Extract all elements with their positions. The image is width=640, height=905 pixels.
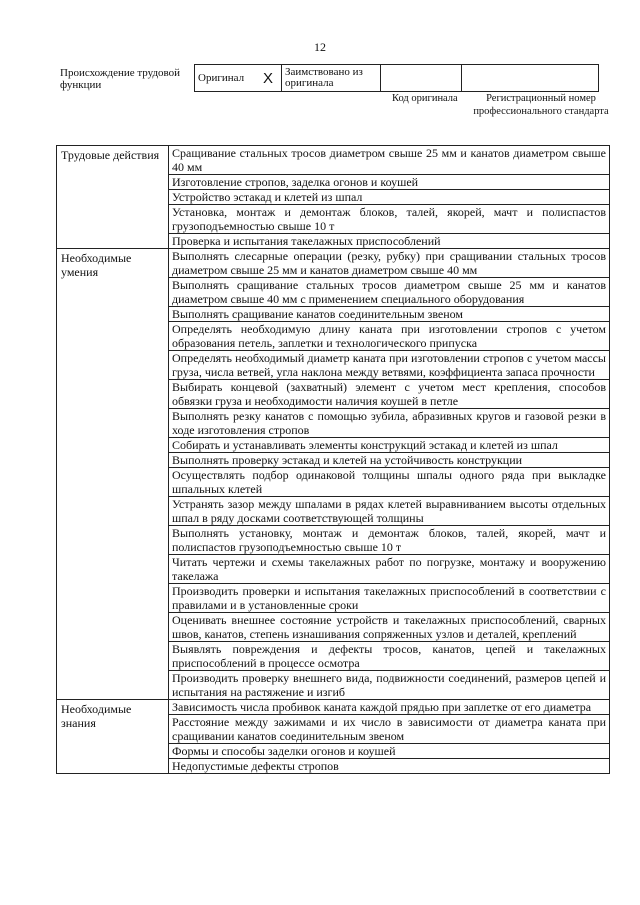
list-item: Недопустимые дефекты стропов: [169, 759, 610, 774]
list-item: Выполнять сращивание стальных тросов диаметром свыше 25 мм и канатов диаметром свыше 40 мм с применением специального оборудования: [169, 278, 610, 307]
section-title: Трудовые действия: [57, 146, 169, 249]
list-item: Выявлять повреждения и дефекты тросов, канатов, цепей и такелажных приспособлений в процессе осмотра: [169, 642, 610, 671]
origin-label: Происхождение трудовой функции: [60, 67, 181, 91]
list-item: Устройство эстакад и клетей из шпал: [169, 190, 610, 205]
list-item: Производить проверку внешнего вида, подвижности соединений, размеров цепей и испытания на растяжение и изгиб: [169, 671, 610, 700]
original-code-caption: Код оригинала: [392, 93, 458, 104]
list-item: Выполнять слесарные операции (резку, рубку) при сращивании стальных тросов диаметром свыше 25 мм и канатов диаметром свыше 40 мм: [169, 249, 610, 278]
table-row: [57, 249, 610, 278]
table-row: [57, 700, 610, 715]
origin-table: [194, 64, 599, 92]
list-item: Расстояние между зажимами и их число в зависимости от диаметра каната при сращивании канатов соединительным звеном: [169, 715, 610, 744]
list-item: Выполнять проверку эстакад и клетей на устойчивость конструкции: [169, 453, 610, 468]
registration-number-caption: Регистрационный номер профессионального стандарта: [473, 93, 609, 117]
borrowed-cell: Заимствовано из оригинала: [282, 65, 381, 92]
registration-number-cell: [462, 65, 599, 92]
list-item: Осуществлять подбор одинаковой толщины шпалы одного ряда при выкладке шпальных клетей: [169, 468, 610, 497]
original-code-cell: [381, 65, 462, 92]
page-number: 12: [314, 40, 326, 54]
list-item: Устранять зазор между шпалами в рядах клетей выравниванием высоты отдельных шпал в ряду досками соответствующей толщины: [169, 497, 610, 526]
list-item: Выбирать концевой (захватный) элемент с учетом мест крепления, способов обвязки груза и необходимости наличия коушей в петле: [169, 380, 610, 409]
list-item: Выполнять установку, монтаж и демонтаж блоков, талей, якорей, мачт и полиспастов грузоподъемностью свыше 10 т: [169, 526, 610, 555]
list-item: Собирать и устанавливать элементы конструкций эстакад и клетей из шпал: [169, 438, 610, 453]
list-item: Выполнять резку канатов с помощью зубила, абразивных кругов и газовой резки в ходе изготовления стропов: [169, 409, 610, 438]
section-title: Необходимые знания: [57, 700, 169, 774]
list-item: Установка, монтаж и демонтаж блоков, талей, якорей, мачт и полиспастов грузоподъемностью свыше 10 т: [169, 205, 610, 234]
list-item: Производить проверки и испытания такелажных приспособлений в соответствии с правилами и в установленные сроки: [169, 584, 610, 613]
list-item: Читать чертежи и схемы такелажных работ по погрузке, монтажу и вооружению такелажа: [169, 555, 610, 584]
original-mark: X: [255, 65, 282, 92]
list-item: Определять необходимую длину каната при изготовлении стропов с учетом образования петель, заплетки и технологического припуска: [169, 322, 610, 351]
list-item: Выполнять сращивание канатов соединительным звеном: [169, 307, 610, 322]
list-item: Проверка и испытания такелажных приспособлений: [169, 234, 610, 249]
table-row: [57, 146, 610, 175]
list-item: Зависимость числа пробивок каната каждой прядью при заплетке от его диаметра: [169, 700, 610, 715]
section-title: Необходимые умения: [57, 249, 169, 700]
list-item: Определять необходимый диаметр каната при изготовлении стропов с учетом массы груза, числа ветвей, угла наклона между ветвями, коэффициента запаса прочности: [169, 351, 610, 380]
original-cell: Оригинал: [195, 65, 256, 92]
list-item: Сращивание стальных тросов диаметром свыше 25 мм и канатов диаметром свыше 40 мм: [169, 146, 610, 175]
list-item: Формы и способы заделки огонов и коушей: [169, 744, 610, 759]
list-item: Оценивать внешнее состояние устройств и такелажных приспособлений, сварных швов, канатов, степень изнашивания сопряженных узлов и деталей, креплений: [169, 613, 610, 642]
labor-function-table: [56, 145, 610, 774]
list-item: Изготовление стропов, заделка огонов и коушей: [169, 175, 610, 190]
